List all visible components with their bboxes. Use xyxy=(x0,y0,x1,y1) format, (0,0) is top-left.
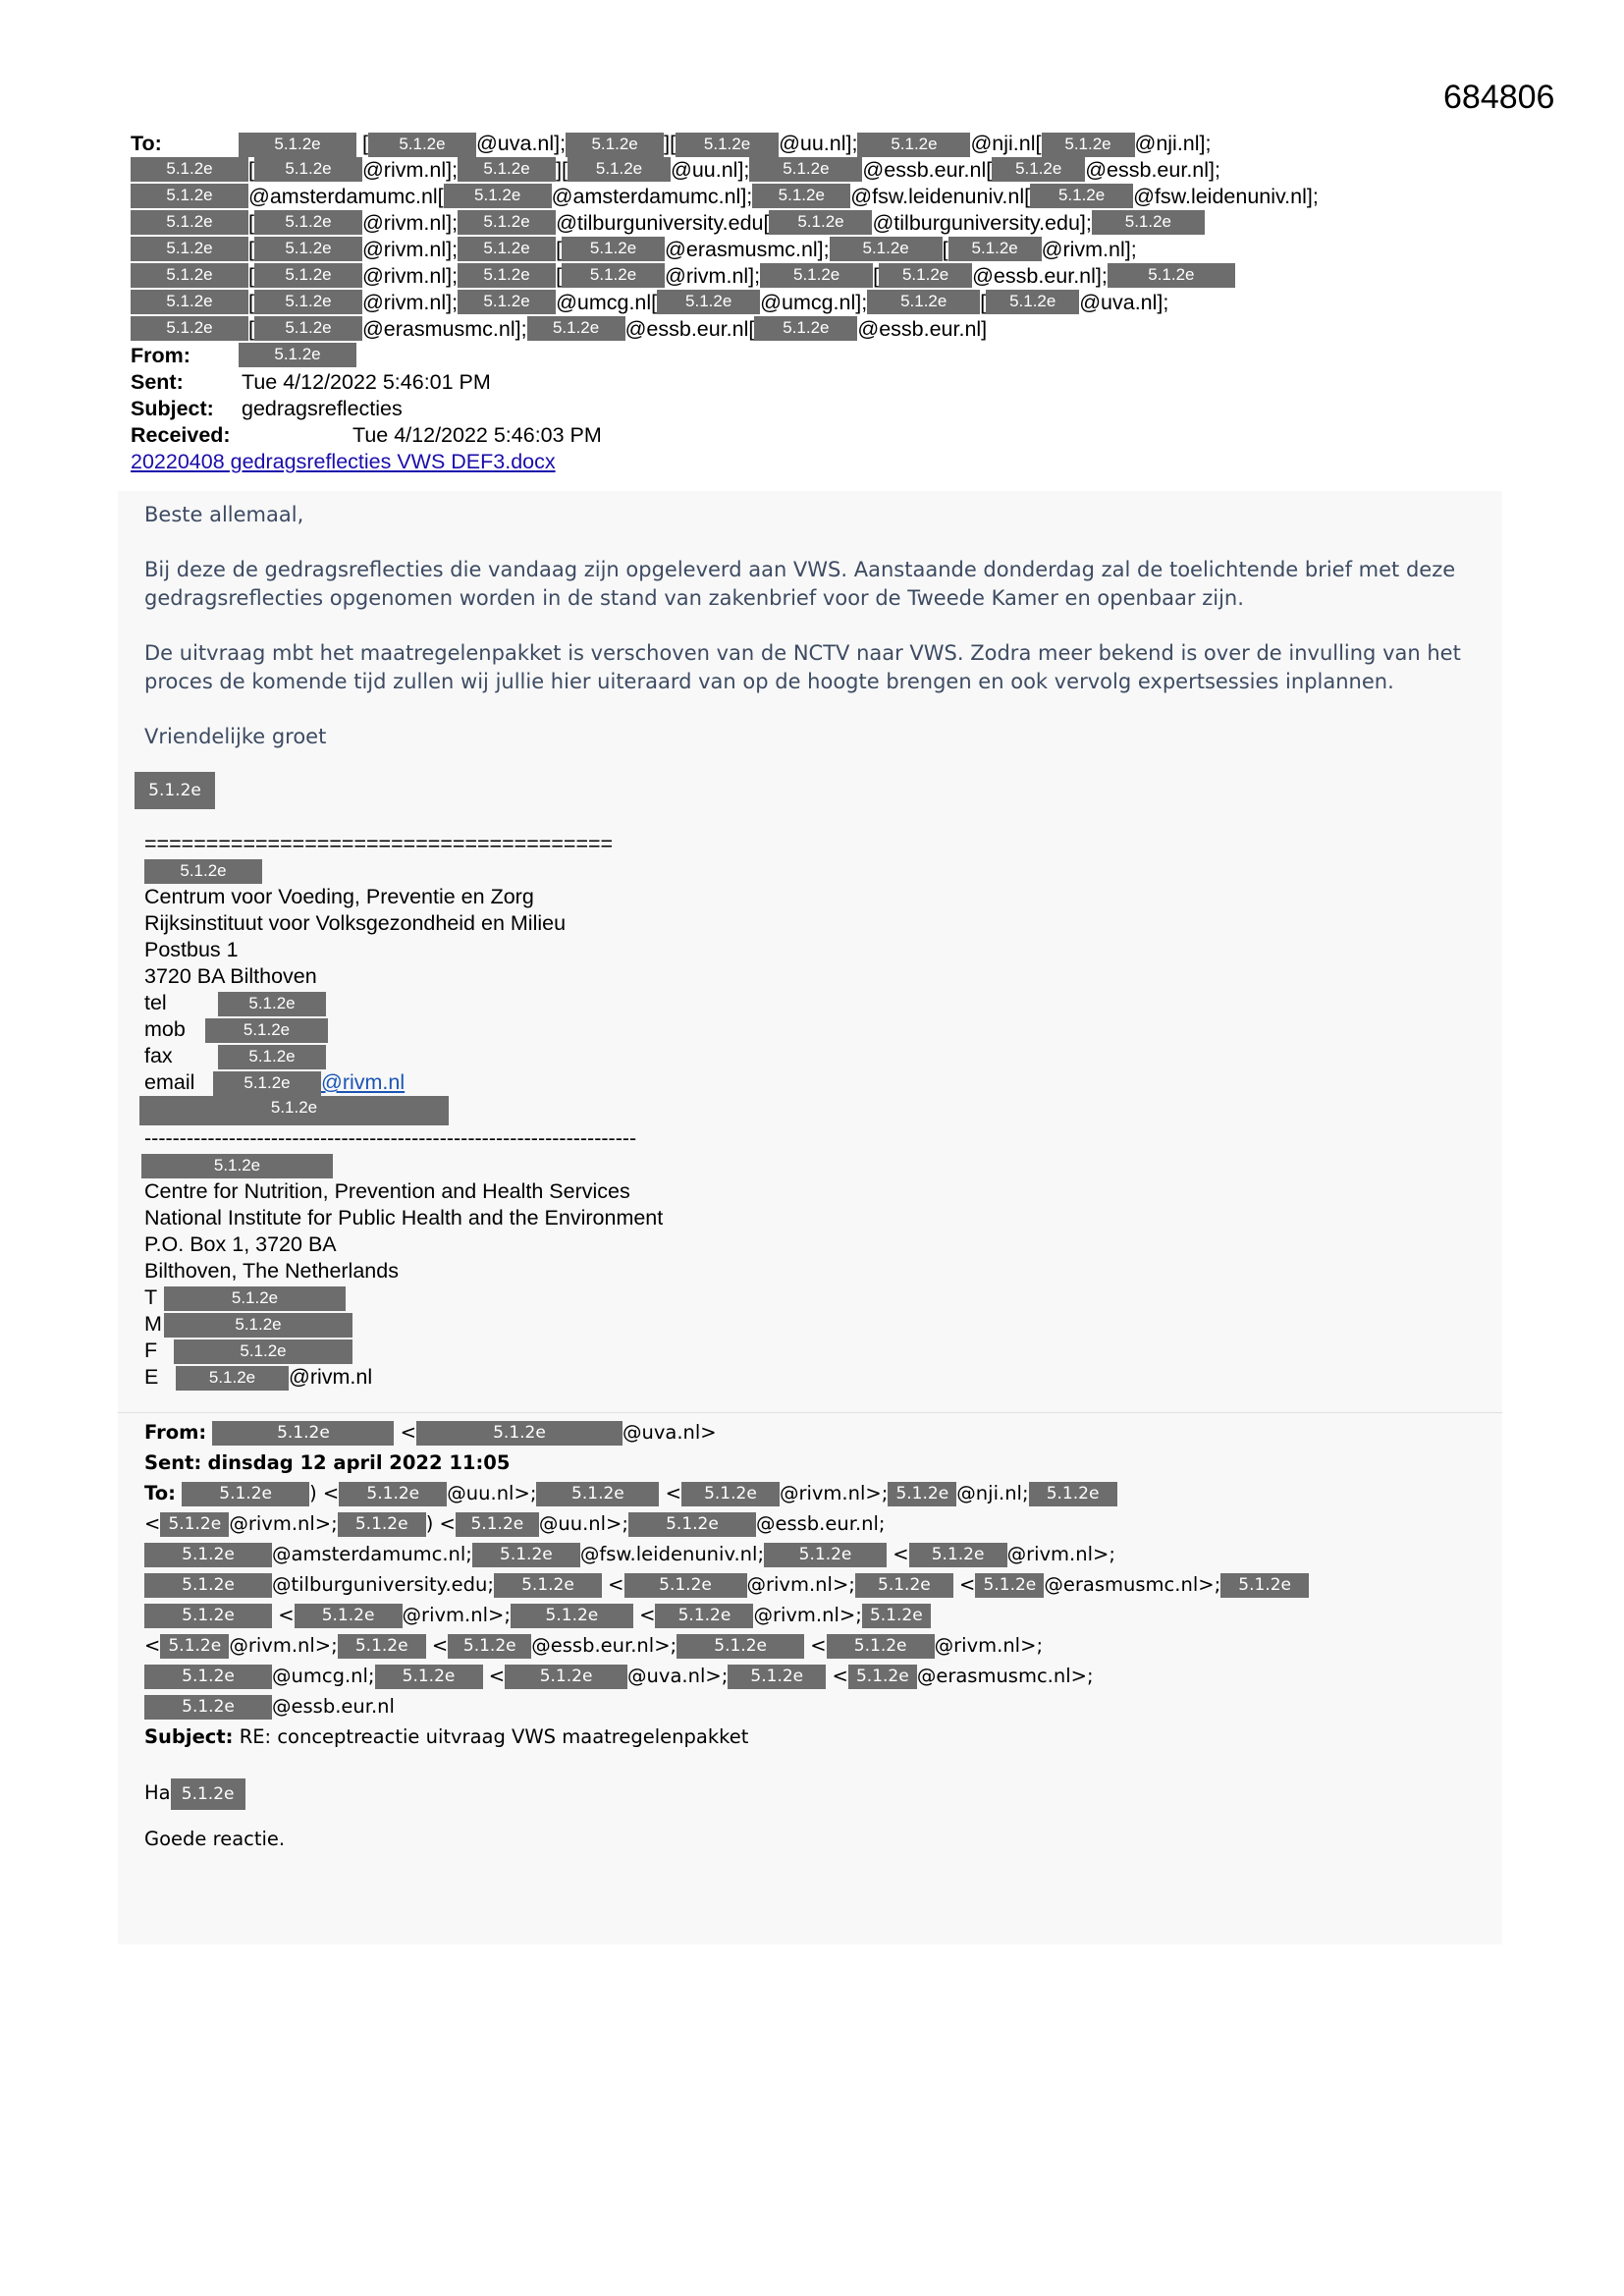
received-label: Received: xyxy=(131,423,231,447)
redacted-recipient: 5.1.2e xyxy=(764,1543,887,1567)
redacted-recipient: 5.1.2e xyxy=(458,157,556,182)
to-recipients-line xyxy=(131,290,1505,316)
redacted-recipient: 5.1.2e xyxy=(254,237,362,261)
redacted-recipient: 5.1.2e xyxy=(254,316,362,341)
email-label: email xyxy=(144,1070,195,1094)
redacted-recipient: 5.1.2e xyxy=(566,133,664,157)
recipient-address: [ xyxy=(248,158,254,182)
recipient-address: @rivm.nl>; xyxy=(1006,1543,1115,1565)
signature-english xyxy=(144,1125,1499,1391)
from-row xyxy=(131,343,1505,369)
from-domain: @uva.nl> xyxy=(622,1421,717,1444)
redacted-recipient: 5.1.2e xyxy=(131,263,248,288)
recipient-address: @fsw.leidenuniv.nl[ xyxy=(850,185,1031,208)
redacted-recipient: 5.1.2e xyxy=(848,1665,917,1689)
recipient-address: @erasmusmc.nl]; xyxy=(361,317,527,341)
redacted-block: 5.1.2e xyxy=(139,1096,449,1125)
recipient-address: [ xyxy=(248,291,254,314)
recipient-address: < xyxy=(826,1665,848,1687)
redacted-recipient: 5.1.2e xyxy=(131,316,248,341)
recipient-address: @rivm.nl>; xyxy=(934,1634,1044,1657)
document-number: 684806 xyxy=(1443,79,1555,116)
to-recipients xyxy=(131,157,1505,343)
recipient-address: [ xyxy=(248,238,254,261)
recipient-address: < xyxy=(144,1512,161,1535)
redacted-recipient: 5.1.2e xyxy=(444,184,552,208)
fwd-text: Goede reactie. xyxy=(144,1827,286,1850)
e-label: E xyxy=(144,1365,159,1389)
redacted-recipient: 5.1.2e xyxy=(655,1604,753,1628)
quote-separator xyxy=(118,1412,1502,1413)
recipient-address: [ xyxy=(248,211,254,235)
redacted-recipient: 5.1.2e xyxy=(131,184,248,208)
recipient-address: @uu.nl>; xyxy=(538,1512,628,1535)
recipient-address: @amsterdamumc.nl]; xyxy=(551,185,753,208)
recipient-address: @essb.eur.nl; xyxy=(755,1512,886,1535)
redacted-recipient: 5.1.2e xyxy=(368,133,476,157)
recipient-address: @rivm.nl>; xyxy=(402,1604,511,1626)
recipient-address: @essb.eur.nl[ xyxy=(862,158,993,182)
recipient-address: @rivm.nl>; xyxy=(229,1634,338,1657)
redacted-recipient: 5.1.2e xyxy=(862,1604,931,1628)
recipient-address: ) < xyxy=(425,1512,456,1535)
redacted-recipient: 5.1.2e xyxy=(628,1512,756,1537)
recipient-address: @fsw.leidenuniv.nl; xyxy=(579,1543,765,1565)
recipient-address: @uu.nl>; xyxy=(447,1482,537,1504)
t-label: T xyxy=(144,1285,158,1309)
fwd-recipients-line xyxy=(144,1569,1499,1600)
redacted-recipient: 5.1.2e xyxy=(681,1482,780,1506)
recipient-address: @nji.nl[ xyxy=(970,132,1042,155)
redacted-recipient: 5.1.2e xyxy=(986,290,1079,314)
recipient-address: @rivm.nl]; xyxy=(1041,238,1137,261)
redacted-recipient: 5.1.2e xyxy=(458,237,556,261)
redacted-fax: 5.1.2e xyxy=(174,1339,352,1364)
redacted-recipient: 5.1.2e xyxy=(760,263,873,288)
redacted-recipient: 5.1.2e xyxy=(879,263,972,288)
org-line: National Institute for Public Health and the Environment xyxy=(144,1206,664,1230)
sent-row xyxy=(131,369,1505,396)
recipient-address: @rivm.nl>; xyxy=(229,1512,338,1535)
redacted-recipient: 5.1.2e xyxy=(562,237,665,261)
fwd-sent-label: Sent: xyxy=(144,1451,202,1474)
tel-label: tel xyxy=(144,991,167,1014)
redacted-recipient: 5.1.2e xyxy=(144,1665,272,1689)
sent-label: Sent: xyxy=(131,370,184,394)
recipient-address: @rivm.nl]; xyxy=(361,158,459,182)
recipient-address: [ xyxy=(942,238,948,261)
redacted-name: 5.1.2e xyxy=(141,1154,333,1178)
redacted-recipient: 5.1.2e xyxy=(657,290,760,314)
to-label: To: xyxy=(131,132,162,155)
recipient-address: < xyxy=(272,1604,295,1626)
redacted-recipient: 5.1.2e xyxy=(254,210,362,235)
redacted-email: 5.1.2e xyxy=(213,1071,321,1096)
fwd-recipients-line xyxy=(144,1539,1499,1569)
recipient-address: @rivm.nl>; xyxy=(779,1482,889,1504)
recipient-address: @rivm.nl]; xyxy=(361,291,459,314)
redacted-recipient: 5.1.2e xyxy=(754,316,857,341)
recipient-address: < xyxy=(144,1634,161,1657)
redacted-name: 5.1.2e xyxy=(144,859,262,884)
recipient-address: < xyxy=(804,1634,827,1657)
recipient-address: ][ xyxy=(664,132,677,155)
redacted-recipient: 5.1.2e xyxy=(144,1695,272,1720)
redacted-recipient: 5.1.2e xyxy=(254,263,362,288)
redacted-recipient: 5.1.2e xyxy=(562,263,665,288)
recipient-address: ) < xyxy=(309,1482,340,1504)
recipient-address: @tilburguniversity.edu]; xyxy=(872,211,1092,235)
redacted-recipient: 5.1.2e xyxy=(568,157,671,182)
fwd-recipients-line xyxy=(144,1661,1499,1691)
redacted-sender-name: 5.1.2e xyxy=(135,772,215,809)
redacted-recipient: 5.1.2e xyxy=(456,1512,539,1537)
recipient-address: @rivm.nl]; xyxy=(361,238,459,261)
redacted-recipient: 5.1.2e xyxy=(448,1634,531,1659)
redacted-recipient: 5.1.2e xyxy=(511,1604,633,1628)
redacted-email: 5.1.2e xyxy=(416,1421,623,1446)
recipient-address: @umcg.nl]; xyxy=(760,291,868,314)
redacted-recipient: 5.1.2e xyxy=(295,1604,403,1628)
redacted-recipient: 5.1.2e xyxy=(375,1665,483,1689)
fwd-subject-label: Subject: xyxy=(144,1725,234,1748)
redacted-recipient: 5.1.2e xyxy=(1220,1573,1309,1598)
redacted-recipient: 5.1.2e xyxy=(494,1573,602,1598)
recipient-address: @rivm.nl]; xyxy=(361,264,459,288)
redacted-recipient: 5.1.2e xyxy=(948,237,1042,261)
to-recipients-line xyxy=(131,316,1505,343)
redacted-recipient: 5.1.2e xyxy=(909,1543,1007,1567)
closing: Vriendelijke groet xyxy=(144,725,327,748)
org-line: Centrum voor Voeding, Preventie en Zorg xyxy=(144,885,534,908)
fwd-from-label: From: xyxy=(144,1421,207,1444)
redacted-recipient: 5.1.2e xyxy=(975,1573,1044,1598)
fwd-recipients-line xyxy=(144,1630,1499,1661)
bracket: < xyxy=(394,1421,416,1444)
fwd-recipients-line xyxy=(182,1482,1116,1504)
email-header xyxy=(131,131,1505,475)
redacted-recipient: 5.1.2e xyxy=(505,1665,627,1689)
recipient-address: @uva.nl>; xyxy=(627,1665,729,1687)
redacted-recipient: 5.1.2e xyxy=(527,316,625,341)
redacted-recipient: 5.1.2e xyxy=(752,184,850,208)
recipient-address: @amsterdamumc.nl[ xyxy=(248,185,444,208)
fwd-recipients-line xyxy=(144,1691,1499,1722)
redacted-recipient: 5.1.2e xyxy=(458,210,556,235)
email-link[interactable]: @rivm.nl xyxy=(321,1070,406,1094)
fwd-subject-value: RE: conceptreactie uitvraag VWS maatregelenpakket xyxy=(239,1725,749,1748)
recipient-address: @erasmusmc.nl>; xyxy=(916,1665,1094,1687)
redacted-recipient: 5.1.2e xyxy=(131,210,248,235)
redacted-phone: 5.1.2e xyxy=(218,992,326,1016)
recipient-address: ][ xyxy=(556,158,568,182)
redacted-name: 5.1.2e xyxy=(212,1421,394,1446)
org-line: Rijksinstituut voor Volksgezondheid en Milieu xyxy=(144,911,567,935)
to-recipients-line xyxy=(131,210,1505,237)
recipient-address: @tilburguniversity.edu; xyxy=(272,1573,494,1596)
f-label: F xyxy=(144,1339,158,1362)
recipient-address: @fsw.leidenuniv.nl]; xyxy=(1133,185,1319,208)
recipient-address: < xyxy=(482,1665,506,1687)
recipient-address: @essb.eur.nl]; xyxy=(1085,158,1220,182)
redacted-recipient: 5.1.2e xyxy=(338,1512,426,1537)
from-label: From: xyxy=(131,344,190,367)
redacted-recipient: 5.1.2e xyxy=(676,133,779,157)
recipient-address: @rivm.nl]; xyxy=(361,211,459,235)
recipient-address: @umcg.nl[ xyxy=(556,291,658,314)
received-value: Tue 4/12/2022 5:46:03 PM xyxy=(352,423,602,447)
redacted-recipient: 5.1.2e xyxy=(458,290,556,314)
to-recipients-line xyxy=(131,157,1505,184)
attachment-row xyxy=(131,449,1505,475)
recipient-address: [ xyxy=(556,238,563,261)
signature-divider: ====================================== xyxy=(144,832,614,855)
fwd-recipients-line xyxy=(144,1508,1499,1539)
redacted-recipient: 5.1.2e xyxy=(992,157,1085,182)
redacted-recipient: 5.1.2e xyxy=(1108,263,1235,288)
subject-row xyxy=(131,396,1505,422)
redacted-recipient: 5.1.2e xyxy=(1029,1482,1117,1506)
redacted-recipient: 5.1.2e xyxy=(144,1573,272,1598)
redacted-fax: 5.1.2e xyxy=(218,1045,326,1069)
recipient-address: @uu.nl]; xyxy=(779,132,858,155)
recipient-address: < xyxy=(952,1573,976,1596)
recipient-address: < xyxy=(601,1573,624,1596)
redacted-recipient: 5.1.2e xyxy=(131,290,248,314)
recipient-address: @essb.eur.nl] xyxy=(857,317,988,341)
redacted-recipient: 5.1.2e xyxy=(182,1482,309,1506)
recipient-address: @rivm.nl>; xyxy=(746,1573,855,1596)
recipient-address: [ xyxy=(248,317,254,341)
redacted-recipient: 5.1.2e xyxy=(160,1634,229,1659)
to-row xyxy=(131,131,1505,157)
forwarded-header xyxy=(144,1417,1499,1854)
recipient-address: < xyxy=(425,1634,449,1657)
message-content xyxy=(144,491,1499,1854)
greeting: Beste allemaal, xyxy=(144,503,304,526)
attachment-link[interactable]: 20220408 gedragsreflecties VWS DEF3.docx xyxy=(131,450,556,473)
received-row xyxy=(131,422,1505,449)
address-line: Postbus 1 xyxy=(144,938,239,961)
recipient-address: < xyxy=(632,1604,656,1626)
recipient-address: @umcg.nl; xyxy=(272,1665,375,1687)
redacted-recipient: 5.1.2e xyxy=(338,1634,426,1659)
fwd-to-label: To: xyxy=(144,1482,176,1504)
redacted-recipient: 5.1.2e xyxy=(472,1543,580,1567)
address-line: Bilthoven, The Netherlands xyxy=(144,1259,399,1283)
recipient-address: [ xyxy=(556,264,563,288)
redacted-sender: 5.1.2e xyxy=(239,343,356,367)
redacted-name: 5.1.2e xyxy=(171,1778,245,1810)
address-line: P.O. Box 1, 3720 BA xyxy=(144,1232,337,1256)
recipient-address: @essb.eur.nl[ xyxy=(624,317,755,341)
recipient-address: @uva.nl]; xyxy=(475,132,567,155)
signature-dutch xyxy=(144,831,1499,1125)
redacted-recipient: 5.1.2e xyxy=(339,1482,447,1506)
email-domain: @rivm.nl xyxy=(289,1365,373,1389)
recipient-address: @nji.nl; xyxy=(956,1482,1029,1504)
fax-label: fax xyxy=(144,1044,173,1067)
redacted-recipient: 5.1.2e xyxy=(827,1634,935,1659)
recipient-address: @rivm.nl>; xyxy=(753,1604,862,1626)
recipient-address: @essb.eur.nl xyxy=(272,1695,395,1718)
sent-value: Tue 4/12/2022 5:46:01 PM xyxy=(242,370,491,394)
redacted-recipient: 5.1.2e xyxy=(1092,210,1205,235)
subject-value: gedragsreflecties xyxy=(242,397,403,420)
org-line: Centre for Nutrition, Prevention and Health Services xyxy=(144,1179,630,1203)
redacted-recipient: 5.1.2e xyxy=(728,1665,826,1689)
paragraph-2: De uitvraag mbt het maatregelenpakket is verschoven van de NCTV naar VWS. Zodra meer bekend is over de invulling van het proces de komende tijd zullen wij jullie hier uiteraard van op de hoogte brengen en ook vervolg expertsessies inplannen. xyxy=(144,641,1461,693)
redacted-recipient: 5.1.2e xyxy=(131,237,248,261)
recipient-address: [ xyxy=(356,132,368,155)
recipient-address: @tilburguniversity.edu[ xyxy=(556,211,770,235)
redacted-recipient: 5.1.2e xyxy=(254,290,362,314)
redacted-recipient: 5.1.2e xyxy=(1030,184,1133,208)
redacted-mobile: 5.1.2e xyxy=(205,1018,328,1043)
recipient-address: @amsterdamumc.nl; xyxy=(272,1543,472,1565)
recipient-address: < xyxy=(887,1543,909,1565)
to-recipients-line xyxy=(131,184,1505,210)
fwd-recipients xyxy=(144,1508,1499,1722)
recipient-address: < xyxy=(659,1482,681,1504)
recipient-address: [ xyxy=(873,264,880,288)
to-recipients-line xyxy=(131,263,1505,290)
redacted-recipient: 5.1.2e xyxy=(254,157,362,182)
redacted-recipient: 5.1.2e xyxy=(144,1543,272,1567)
message-body xyxy=(118,491,1502,1944)
redacted-recipient: 5.1.2e xyxy=(536,1482,659,1506)
signature-divider: ---------------------------------------------------------------------- xyxy=(144,1126,637,1150)
to-recipients-line xyxy=(131,237,1505,263)
recipient-address: @erasmusmc.nl]; xyxy=(665,238,830,261)
redacted-recipient: 5.1.2e xyxy=(144,1604,272,1628)
recipient-address: @uva.nl]; xyxy=(1079,291,1169,314)
redacted-recipient: 5.1.2e xyxy=(867,290,980,314)
redacted-phone: 5.1.2e xyxy=(164,1286,346,1311)
redacted-recipient: 5.1.2e xyxy=(1042,133,1135,157)
redacted-recipient: 5.1.2e xyxy=(624,1573,747,1598)
m-label: M xyxy=(144,1312,162,1336)
to-recipients-line xyxy=(239,131,1212,157)
recipient-address: [ xyxy=(980,291,987,314)
redacted-recipient: 5.1.2e xyxy=(749,157,862,182)
redacted-recipient: 5.1.2e xyxy=(239,133,356,157)
redacted-email: 5.1.2e xyxy=(176,1366,289,1391)
redacted-mobile: 5.1.2e xyxy=(164,1313,352,1338)
recipient-address: [ xyxy=(248,264,254,288)
fwd-sent-value: dinsdag 12 april 2022 11:05 xyxy=(207,1451,511,1474)
recipient-address: @essb.eur.nl]; xyxy=(972,264,1108,288)
redacted-recipient: 5.1.2e xyxy=(830,237,943,261)
subject-label: Subject: xyxy=(131,397,214,420)
address-line: 3720 BA Bilthoven xyxy=(144,964,317,988)
redacted-recipient: 5.1.2e xyxy=(888,1482,956,1506)
fwd-recipients-line xyxy=(144,1600,1499,1630)
recipient-address: @nji.nl]; xyxy=(1134,132,1212,155)
redacted-recipient: 5.1.2e xyxy=(131,157,248,182)
redacted-recipient: 5.1.2e xyxy=(857,133,970,157)
redacted-recipient: 5.1.2e xyxy=(855,1573,953,1598)
recipient-address: @uu.nl]; xyxy=(671,158,750,182)
redacted-recipient: 5.1.2e xyxy=(458,263,556,288)
recipient-address: @erasmusmc.nl>; xyxy=(1044,1573,1221,1596)
recipient-address: @essb.eur.nl>; xyxy=(531,1634,677,1657)
redacted-recipient: 5.1.2e xyxy=(160,1512,229,1537)
fwd-greeting: Ha xyxy=(144,1781,171,1804)
mob-label: mob xyxy=(144,1017,186,1041)
paragraph-1: Bij deze de gedragsreflecties die vandaag zijn opgeleverd aan VWS. Aanstaande donderdag zal de toelichtende brief met deze gedragsreflecties opgenomen worden in de stand van zakenbrief voor de Tweede Kamer en openbaar zijn. xyxy=(144,558,1456,610)
recipient-address: @rivm.nl]; xyxy=(665,264,761,288)
redacted-recipient: 5.1.2e xyxy=(769,210,872,235)
redacted-recipient: 5.1.2e xyxy=(677,1634,804,1659)
